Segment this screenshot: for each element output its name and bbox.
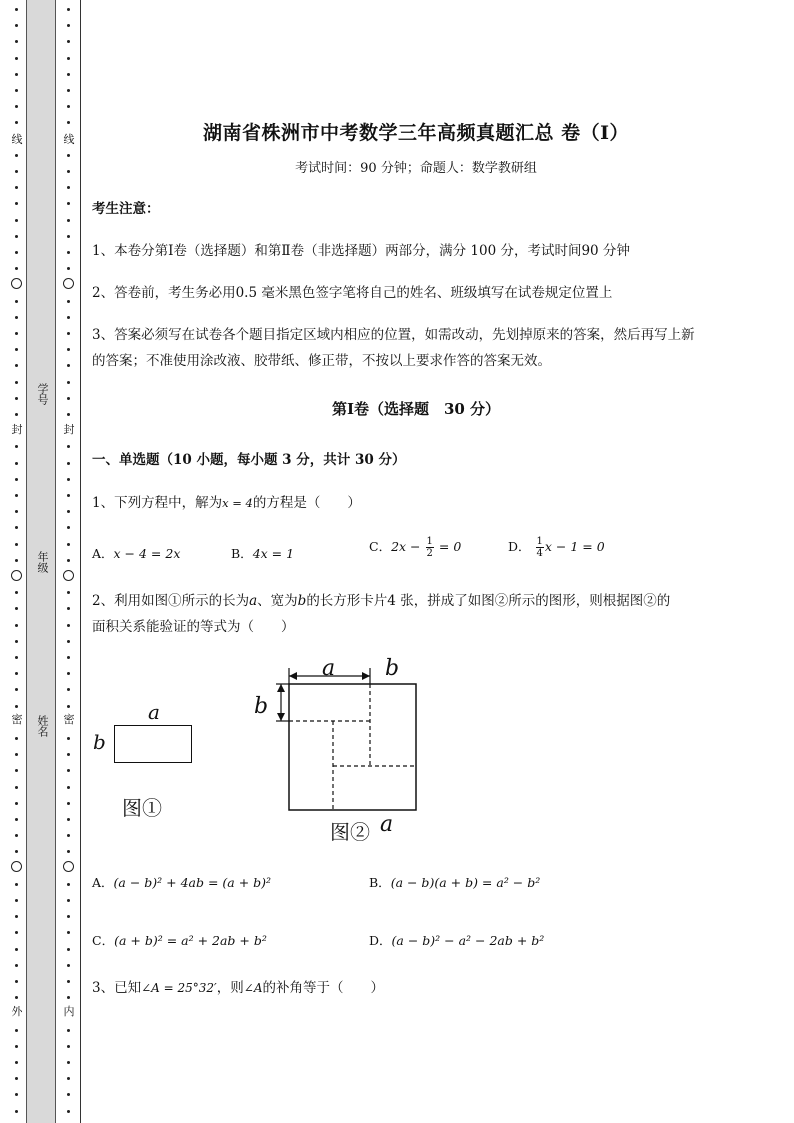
- binding-dot: [15, 931, 18, 934]
- binding-dot: [15, 364, 18, 367]
- binding-dot: [15, 445, 18, 448]
- section-title: 第Ⅰ卷（选择题 30 分）: [331, 400, 501, 418]
- margin-border-line: [80, 0, 81, 1123]
- binding-dot: [15, 672, 18, 675]
- binding-dot: [67, 769, 70, 772]
- q1-c-num: 1: [426, 536, 433, 547]
- q1-d-num: 1: [536, 536, 543, 547]
- binding-dot: [67, 1061, 70, 1064]
- binding-dot: [15, 640, 18, 643]
- binding-dot: [67, 964, 70, 967]
- binding-circle: [11, 861, 22, 872]
- binding-dot: [15, 769, 18, 772]
- binding-dot: [15, 57, 18, 60]
- fig1-label-a: a: [148, 700, 160, 724]
- q2-c-text: (a + b)² = a² + 2ab + b²: [114, 933, 267, 948]
- q1-d-label: D．: [508, 539, 531, 554]
- binding-dot: [15, 526, 18, 529]
- binding-dot: [15, 105, 18, 108]
- q1-b-label: B．: [231, 546, 253, 561]
- inner-dot-column: [62, 0, 76, 1123]
- binding-dot: [67, 397, 70, 400]
- binding-dot: [67, 1077, 70, 1080]
- q1-c-fraction: [426, 536, 434, 559]
- binding-dot: [67, 154, 70, 157]
- q1-a-text: x − 4 = 2x: [113, 546, 181, 561]
- binding-dot: [15, 543, 18, 546]
- q2-var-a: a: [249, 593, 258, 609]
- q1-option-a[interactable]: [92, 544, 180, 562]
- binding-dot: [67, 834, 70, 837]
- binding-dot: [67, 510, 70, 513]
- binding-dot: [67, 1029, 70, 1032]
- q3-stem-b: ，则: [216, 980, 244, 996]
- binding-dot: [15, 381, 18, 384]
- binding-dot: [15, 494, 18, 497]
- binding-dot: [15, 89, 18, 92]
- binding-dot: [67, 705, 70, 708]
- binding-dot: [67, 737, 70, 740]
- fig2-label-b-top: b: [385, 656, 400, 681]
- binding-dot: [15, 737, 18, 740]
- q3-stem-a: 3、已知: [92, 980, 142, 996]
- binding-dot: [15, 591, 18, 594]
- binding-dot: [67, 57, 70, 60]
- outer-mark-feng: 封: [11, 423, 23, 436]
- fig1-caption: 图①: [122, 796, 162, 820]
- q1-d-fraction: [536, 536, 544, 559]
- q1-option-c[interactable]: [369, 536, 461, 559]
- binding-dot: [15, 397, 18, 400]
- binding-dot: [15, 413, 18, 416]
- binding-circle: [11, 570, 22, 581]
- outer-mark-mi: 密: [11, 713, 23, 726]
- binding-dot: [67, 543, 70, 546]
- binding-dot: [15, 8, 18, 11]
- binding-dot: [15, 251, 18, 254]
- binding-dot: [67, 850, 70, 853]
- q2-option-b[interactable]: [369, 873, 540, 891]
- binding-dot: [15, 73, 18, 76]
- q1-c-den: 2: [426, 548, 433, 559]
- binding-circle: [63, 861, 74, 872]
- fig1-rectangle: [114, 725, 192, 763]
- binding-dot: [67, 413, 70, 416]
- binding-dot: [15, 170, 18, 173]
- binding-dot: [15, 510, 18, 513]
- binding-dot: [15, 332, 18, 335]
- binding-dot: [67, 235, 70, 238]
- binding-dot: [15, 219, 18, 222]
- binding-dot: [67, 883, 70, 886]
- inner-mark-feng: 封: [63, 423, 75, 436]
- binding-dot: [15, 656, 18, 659]
- field-name: 姓名: [36, 715, 49, 737]
- binding-dot: [67, 462, 70, 465]
- q2-option-d[interactable]: [369, 931, 544, 949]
- outer-mark-xian: 线: [11, 133, 23, 146]
- binding-dot: [67, 381, 70, 384]
- q3-angle: ∠A: [243, 981, 263, 995]
- binding-dot: [15, 24, 18, 27]
- q1-c-text-b: = 0: [438, 539, 462, 554]
- binding-dot: [67, 24, 70, 27]
- binding-dot: [15, 267, 18, 270]
- notice-item-3: 3、答案必须写在试卷各个题目指定区域内相应的位置，如需改动，先划掉原来的答案，然后再写上新: [92, 327, 695, 343]
- binding-dot: [67, 267, 70, 270]
- q2-d-label: D．: [369, 933, 392, 948]
- binding-dot: [67, 753, 70, 756]
- binding-dot: [15, 705, 18, 708]
- binding-dot: [67, 948, 70, 951]
- q2-text-b: 、宽为: [257, 593, 298, 609]
- q1-equation: x = 4: [222, 496, 253, 510]
- q1-d-den: 4: [536, 548, 543, 559]
- q2-a-label: A．: [92, 875, 114, 890]
- binding-dot: [15, 688, 18, 691]
- binding-dot: [15, 786, 18, 789]
- binding-dot: [67, 672, 70, 675]
- binding-dot: [15, 300, 18, 303]
- q1-d-text: x − 1 = 0: [544, 539, 605, 554]
- binding-dot: [15, 883, 18, 886]
- binding-dot: [15, 753, 18, 756]
- q2-b-text: (a − b)(a + b) = a² − b²: [390, 875, 541, 890]
- inner-mark-mi: 密: [63, 713, 75, 726]
- q1-option-b[interactable]: [231, 544, 294, 562]
- binding-dot: [67, 899, 70, 902]
- binding-dot: [67, 640, 70, 643]
- q1-b-text: 4x = 1: [252, 546, 295, 561]
- binding-dot: [15, 948, 18, 951]
- binding-dot: [15, 235, 18, 238]
- binding-dot: [15, 186, 18, 189]
- binding-dot: [67, 40, 70, 43]
- field-student-number: 学号: [36, 383, 49, 405]
- binding-dot: [15, 154, 18, 157]
- binding-dot: [15, 964, 18, 967]
- notice-item-2: 2、答卷前，考生务必用0.5 毫米黑色签字笔将自己的姓名、班级填写在试卷规定位置上: [92, 285, 613, 301]
- q1-c-text-a: 2x −: [391, 539, 421, 554]
- question-1: [92, 490, 361, 516]
- q2-option-c[interactable]: [92, 931, 267, 949]
- q2-text-c: 的长方形卡片4 张，拼成了如图②所示的图形，则根据图②的: [306, 593, 671, 609]
- binding-dot: [15, 462, 18, 465]
- binding-dot: [67, 688, 70, 691]
- binding-dot: [15, 121, 18, 124]
- binding-dot: [15, 1110, 18, 1113]
- binding-dot: [67, 202, 70, 205]
- binding-dot: [15, 899, 18, 902]
- q2-c-label: C．: [92, 933, 115, 948]
- binding-dot: [67, 316, 70, 319]
- binding-dot: [67, 559, 70, 562]
- binding-dot: [67, 1093, 70, 1096]
- binding-dot: [67, 656, 70, 659]
- binding-dot: [67, 445, 70, 448]
- inner-mark-nei: 内: [63, 1005, 75, 1018]
- binding-dot: [67, 219, 70, 222]
- figure-1: [90, 700, 210, 825]
- fig2-label-a-bottom: a: [380, 812, 394, 837]
- binding-dot: [67, 1045, 70, 1048]
- binding-dot: [15, 834, 18, 837]
- binding-dot: [15, 607, 18, 610]
- binding-dot: [67, 73, 70, 76]
- part-heading: 一、单选题（10 小题，每小题 3 分，共计 30 分）: [92, 452, 406, 468]
- binding-dot: [67, 105, 70, 108]
- binding-dot: [15, 850, 18, 853]
- binding-dot: [67, 332, 70, 335]
- question-3: [92, 975, 384, 1001]
- binding-dot: [67, 170, 70, 173]
- binding-dot: [67, 802, 70, 805]
- binding-dot: [67, 251, 70, 254]
- binding-dot: [67, 526, 70, 529]
- binding-circle: [63, 570, 74, 581]
- q2-d-text: (a − b)² − a² − 2ab + b²: [391, 933, 545, 948]
- binding-dot: [67, 1110, 70, 1113]
- binding-dot: [67, 786, 70, 789]
- binding-dot: [15, 818, 18, 821]
- exam-info: 考试时间：90 分钟；命题人：数学教研组: [295, 161, 537, 176]
- binding-dot: [67, 186, 70, 189]
- q1-stem-b: 的方程是（ ）: [252, 495, 361, 511]
- binding-dot: [15, 559, 18, 562]
- notice-heading: 考生注意：: [92, 201, 160, 217]
- notice-item-1: 1、本卷分第Ⅰ卷（选择题）和第Ⅱ卷（非选择题）两部分，满分 100 分，考试时间90 分钟: [92, 243, 630, 259]
- binding-dot: [67, 915, 70, 918]
- binding-dot: [67, 8, 70, 11]
- outer-dot-column: [10, 0, 24, 1123]
- binding-dot: [67, 818, 70, 821]
- binding-dot: [15, 996, 18, 999]
- q2-var-b: b: [297, 593, 307, 609]
- binding-dot: [15, 915, 18, 918]
- binding-dot: [15, 980, 18, 983]
- binding-dot: [67, 931, 70, 934]
- q1-a-label: A．: [92, 546, 114, 561]
- binding-dot: [67, 996, 70, 999]
- q2-option-a[interactable]: [92, 873, 271, 891]
- q2-a-text: (a − b)² + 4ab = (a + b)²: [113, 875, 272, 890]
- binding-dot: [67, 364, 70, 367]
- field-grade: 年级: [36, 551, 49, 573]
- binding-dot: [15, 802, 18, 805]
- q2-b-label: B．: [369, 875, 391, 890]
- binding-dot: [15, 40, 18, 43]
- q1-c-label: C．: [369, 539, 392, 554]
- q3-equation: ∠A = 25°32′: [141, 981, 217, 995]
- binding-dot: [15, 478, 18, 481]
- fig2-label-a-top: a: [322, 656, 336, 681]
- binding-dot: [67, 300, 70, 303]
- fig2-label-b-left: b: [254, 694, 269, 719]
- binding-dot: [15, 1045, 18, 1048]
- q1-stem-a: 1、下列方程中，解为: [92, 495, 223, 511]
- binding-dot: [15, 1093, 18, 1096]
- fig1-label-b: b: [93, 730, 106, 754]
- binding-dot: [67, 980, 70, 983]
- binding-dot: [67, 591, 70, 594]
- inner-mark-xian: 线: [63, 133, 75, 146]
- q1-option-d[interactable]: [508, 536, 605, 559]
- question-2-line-2: 面积关系能验证的等式为（ ）: [92, 619, 295, 635]
- binding-dot: [67, 607, 70, 610]
- binding-dot: [67, 89, 70, 92]
- binding-dot: [67, 121, 70, 124]
- binding-circle: [63, 278, 74, 289]
- page-title: 湖南省株洲市中考数学三年高频真题汇总 卷（Ⅰ）: [202, 122, 629, 144]
- binding-dot: [15, 1061, 18, 1064]
- binding-dot: [15, 1077, 18, 1080]
- binding-dot: [15, 202, 18, 205]
- binding-dot: [15, 348, 18, 351]
- binding-dot: [15, 624, 18, 627]
- q3-stem-d: 的补角等于（ ）: [262, 980, 384, 996]
- binding-dot: [67, 494, 70, 497]
- binding-dot: [67, 348, 70, 351]
- binding-dot: [15, 1029, 18, 1032]
- binding-circle: [11, 278, 22, 289]
- fig2-caption: 图②: [330, 820, 370, 844]
- binding-dot: [15, 316, 18, 319]
- notice-item-3-cont: 的答案；不准使用涂改液、胶带纸、修正带，不按以上要求作答的答案无效。: [92, 353, 551, 369]
- binding-dot: [67, 624, 70, 627]
- q2-text-a: 2、利用如图①所示的长为: [92, 593, 250, 609]
- question-2-line-1: [92, 588, 670, 614]
- outer-mark-wai: 外: [11, 1005, 23, 1018]
- binding-dot: [67, 478, 70, 481]
